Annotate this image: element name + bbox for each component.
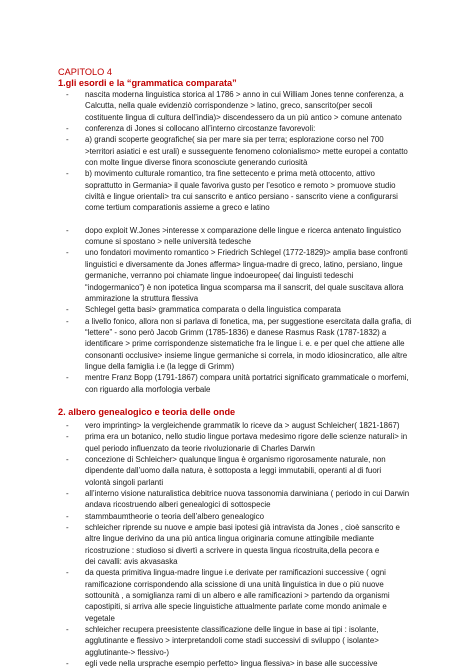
bullet-item (58, 431, 434, 454)
bullet-item (58, 168, 434, 213)
text-line: dipendente dall’uomo dalla natura, è sottoposta a leggi immutabili, operanti al di fuori (85, 466, 382, 476)
text-line: - nascita moderna linguistica storica al 1786 > anno in cui William Jones tenne conferenza, a (85, 90, 404, 99)
text-line: ricostruzione : studioso si divertì a scrivere in questa lingua ricostruita,della pecora e (85, 545, 380, 555)
bullet-item (58, 624, 434, 658)
bullet-item (58, 658, 434, 669)
text-line: - mentre Franz Bopp (1791-1867) compara unità portatrici significato grammaticale o morfemi, (85, 373, 409, 383)
bullet-item (58, 123, 434, 134)
text-line: - schleicher riprende su nuove e ampie basi ipotesi già intravista da Jones , cioè sanscrito e (85, 523, 400, 533)
text-line: identificare > prime corrispondenze sistematiche fra le lingue i. e. e per quel che attiene alle (85, 339, 405, 349)
bullet-item (58, 316, 434, 373)
text-line: consonanti occlusive> insieme lingue germaniche si correla, in modo idiosincratico, alle altre (85, 350, 408, 360)
bullet-item (58, 225, 434, 248)
text-line: germaniche, verranno poi chiamate lingue indoeuropee( dai linguisti tedeschi (85, 271, 354, 281)
text-line: - da questa primitiva lingua-madre lingue i.e derivate per ramificazioni successive ( ogni (85, 568, 386, 578)
text-line: - concezione di Schleicher> qualunque lingua è organismo rigorosamente naturale, non (85, 454, 386, 464)
text-line: >territori asiatici e est urali) e susseguente fenomeno colonialismo> mette europei a contatto (85, 146, 408, 156)
bullet-item (58, 304, 434, 315)
text-line: - a) grandi scoperte geografiche( sia per mare sia per terra; esplorazione corso nel 700 (85, 135, 384, 145)
text-line: Calcutta, nella quale evidenziò corrispondenze > latino, greco, sanscrito(per secoli (85, 101, 373, 111)
text-line: - conferenza di Jones si collocano all’interno circostanze favorevoli: (85, 124, 316, 134)
text-line: - vero imprinting> la vergleichende grammatik lo riceve da > august Schleicher( 1821-1867) (85, 420, 400, 430)
section-1-title: 1.gli esordi e la “grammatica comparata” (58, 78, 237, 88)
bullet-item (58, 454, 434, 488)
text-line: - dopo exploit W.Jones >interesse x comparazione delle lingue e ricerca antenato linguistico (85, 225, 402, 235)
bullet-item (58, 567, 434, 624)
text-line: agglutinante e flessivo > interpretandoli come stadi successivi di sviluppo ( isolante> (85, 636, 379, 646)
text-line: vegetale (85, 613, 115, 623)
text-line: comune si spostano > nelle università tedesche (85, 237, 252, 247)
text-line: come tertium comparationis assieme a greco e latino (85, 203, 270, 213)
text-line: quel periodo influenzato da teorie rivoluzionarie di Charles Darwin (85, 443, 315, 453)
paragraph-gap (58, 214, 434, 225)
text-line: - prima era un botanico, nello studio lingue portava medesimo rigore delle scienze naturali> in (85, 432, 408, 442)
bullet-item (58, 488, 434, 511)
text-line: sottounità , a somiglianza rami di un albero e alle ramificazioni > partendo da organismi (85, 591, 390, 601)
text-line: “lettere” - sono però Jacob Grimm (1785-1836) e danese Rasmus Rask (1787-1832) a (85, 327, 387, 337)
text-line: con molte lingue diverse finora sconosciute generando curiosità (85, 158, 308, 168)
text-line: soprattutto in Germania> il quale favoriva gusto per l’esotico e remoto > promuove studio (85, 180, 396, 190)
bullet-item (58, 522, 434, 567)
text-line: ammirazione la struttura flessiva (85, 293, 199, 303)
section-1-list-a (58, 89, 434, 214)
text-line: costituente lingua di cultura dell’india)> discendessero da un più antico > comune antenato (85, 112, 402, 122)
text-line: - b) movimento culturale romantico, tra fine settecento e prima metà ottocento, attivo (85, 169, 375, 179)
text-line: con riguardo alla morfologia verbale (85, 384, 211, 394)
text-line: - Schlegel getta basi> grammatica comparata o della linguistica comparata (85, 305, 341, 315)
section-2-title: 2. albero genealogico e teoria delle onde (58, 406, 236, 417)
bullet-item (58, 420, 434, 431)
text-line: lingue della famiglia i.e (la legge di Grimm) (85, 361, 235, 371)
text-line: - all’interno visione naturalistica debitrice nuova tassonomia darwiniana ( periodo in cui Darwin (85, 489, 410, 498)
text-line: - egli vede nella ursprache esempio perfetto> lingua flessiva> in base alle successive (85, 659, 378, 669)
bullet-item (58, 134, 434, 168)
bullet-item (58, 247, 434, 304)
text-line: ramificazione corrispondendo alla scissione di una unità linguistica in due o più nuove (85, 579, 384, 589)
text-line: “indogermanico”) è non ipotetica lingua scomparsa ma il sanscrit, del quale suscitava allora (85, 282, 404, 292)
text-line: - uno fondatori movimento romantico > Friedrich Schlegel (1772-1829)> amplia base confronti (85, 248, 408, 258)
text-line: - stammbaumtheorie o teoria dell’albero genealogico (85, 511, 264, 521)
chapter-title: CAPITOLO 4 (58, 67, 112, 77)
text-line: agglutinante-> flessivo-) (85, 647, 169, 657)
section-1-list-b (58, 225, 434, 395)
text-line: dei cavalli: avis akvasaska (85, 557, 178, 567)
text-line: capostipiti, si arriva alle specie linguistiche attualmente parlate come mondo animale e (85, 602, 387, 612)
section-2-list (58, 420, 434, 670)
text-line: linguistici e diversamente da Jones afferma> lingua-madre di greco, latino, persiano, lingue (85, 259, 403, 269)
text-line: altre lingue derivino da una più antica lingua originaria comune attingibile mediante (85, 534, 375, 544)
bullet-item (58, 511, 434, 522)
text-line: volontà singoli parlanti (85, 477, 164, 487)
bullet-item (58, 372, 434, 395)
text-line: - a livello fonico, allora non si parlava di fonetica, ma, per suggestione esercitata dalla grafia, di (85, 316, 412, 326)
text-line: - schleicher recupera preesistente classificazione delle lingue in base ai tipi : isolante, (85, 625, 379, 635)
bullet-item (58, 89, 434, 123)
text-line: civiltà e lingue orientali> tra cui sanscrito e antico persiano - sanscrito viene a configurarsi (85, 192, 398, 202)
text-line: andava ricostruendo alberi genealogici di sottospecie (85, 500, 271, 510)
